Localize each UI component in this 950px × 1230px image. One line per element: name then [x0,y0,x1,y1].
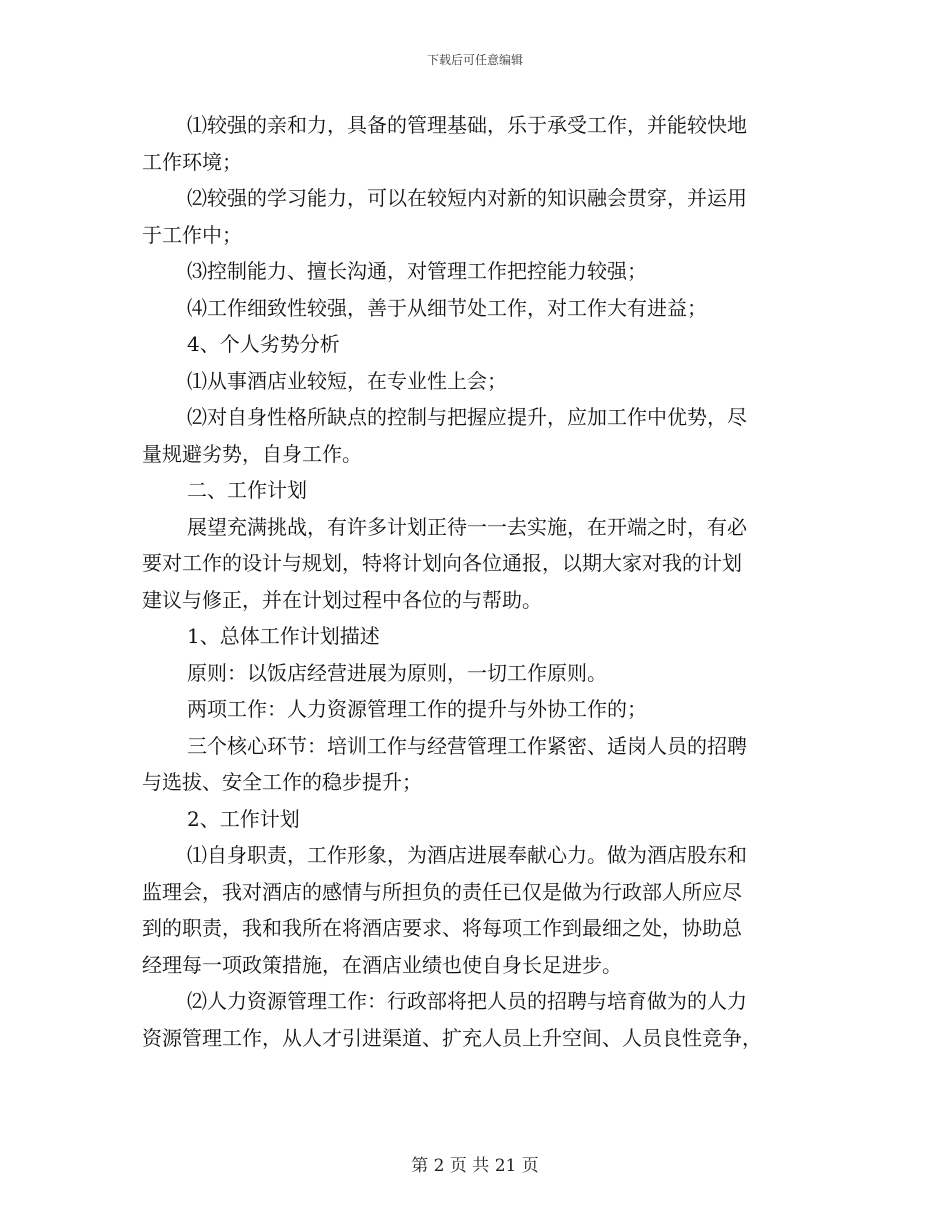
text-line: 原则：以饭店经营进展为原则，一切工作原则。 [187,660,607,685]
text-line: ⑶控制能力、擅长沟通，对管理工作把控能力较强； [187,259,647,283]
text-line: ⑴从事酒店业较短，在专业性上会； [187,368,507,393]
text-line: 展望充满挑战，有许多计划正待一一去实施，在开端之时，有必 [187,514,747,539]
document-body [142,107,812,1056]
text-line: ⑵人力资源管理工作：行政部将把人员的招聘与培育做为的人力 [187,989,747,1013]
text-line: 于工作中； [142,222,242,247]
text-line: 到的职责，我和我所在将酒店要求、将每项工作到最细之处，协助总 [142,916,742,940]
text-line: ⑴自身职责，工作形象，为酒店进展奉献心力。做为酒店股东和 [187,843,747,867]
text-line: 与选拔、安全工作的稳步提升； [142,770,422,794]
text-line: 工作环境； [142,149,242,174]
text-line: 2、工作计划 [187,806,300,831]
text-line: 监理会，我对酒店的感情与所担负的责任已仅是做为行政部人所应尽 [142,879,742,904]
text-line: ⑴较强的亲和力，具备的管理基础，乐于承受工作，并能较快地 [187,113,747,137]
text-line: 资源管理工作，从人才引进渠道、扩充人员上升空间、人员良性竞争， [142,1025,762,1050]
text-line: 三个核心环节：培训工作与经营管理工作紧密、适岗人员的招聘 [187,733,747,758]
text-line: 1、总体工作计划描述 [187,624,380,648]
text-line: 经理每一项政策措施，在酒店业绩也使自身长足进步。 [142,952,622,977]
page-header: 下载后可任意编辑 [426,53,523,67]
text-line: ⑵对自身性格所缺点的控制与把握应提升，应加工作中优势，尽 [187,405,747,429]
text-line: ⑷工作细致性较强，善于从细节处工作，对工作大有进益； [187,295,707,320]
text-line: 4、个人劣势分析 [187,332,340,356]
text-line: ⑵较强的学习能力，可以在较短内对新的知识融会贯穿，并运用 [187,186,747,210]
text-line: 二、工作计划 [187,478,307,502]
text-line: 两项工作：人力资源管理工作的提升与外协工作的； [187,697,647,721]
text-line: 量规避劣势，自身工作。 [142,441,362,466]
text-line: 建议与修正，并在计划过程中各位的与帮助。 [142,587,542,612]
page-number-footer: 第 2 页 共 21 页 [411,1156,539,1176]
text-line: 要对工作的设计与规划，特将计划向各位通报，以期大家对我的计划 [142,551,742,575]
